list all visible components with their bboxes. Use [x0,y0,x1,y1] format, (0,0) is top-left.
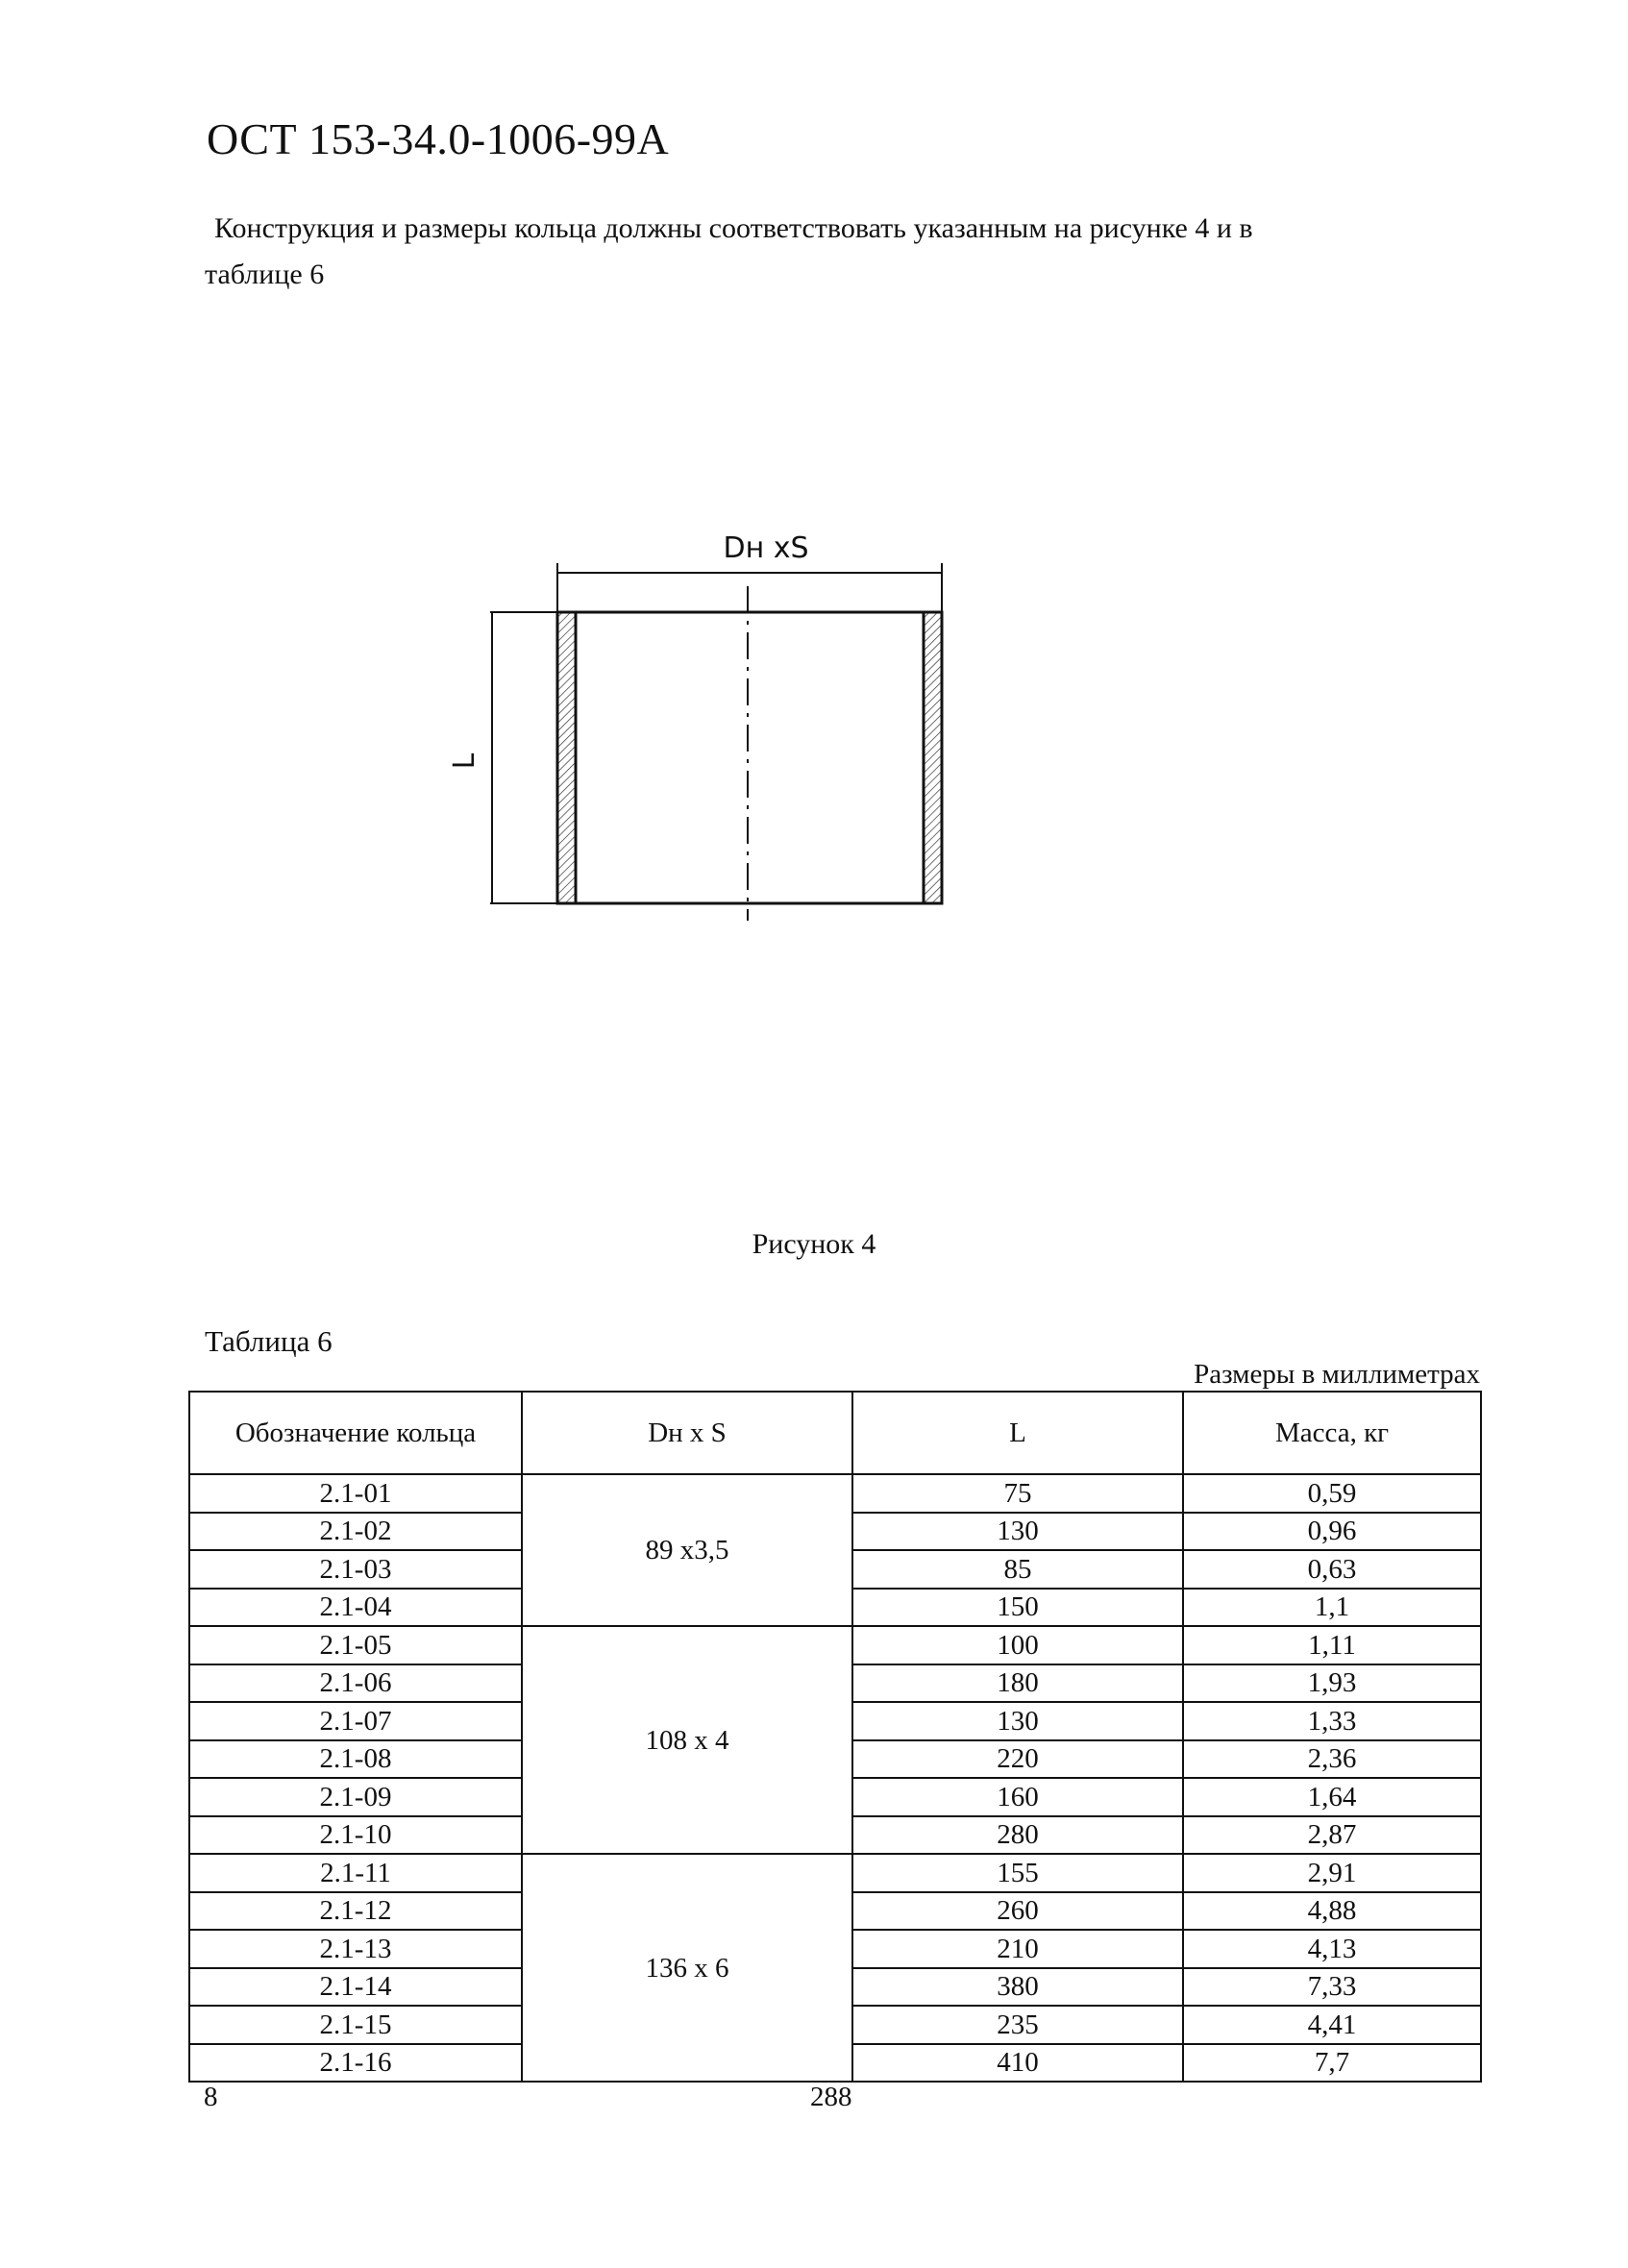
cell-mass: 7,7 [1183,2044,1481,2083]
cell-size: 136 x 6 [522,1854,852,2082]
cell-size: 89 x3,5 [522,1474,852,1626]
cell-id: 2.1-02 [189,1513,522,1551]
cell-id: 2.1-08 [189,1740,522,1779]
cell-id: 2.1-07 [189,1702,522,1740]
cell-length: 260 [852,1892,1183,1931]
cell-id: 2.1-10 [189,1816,522,1855]
cell-length: 155 [852,1854,1183,1892]
header-length: L [852,1392,1183,1474]
cell-id: 2.1-03 [189,1550,522,1589]
document-code: ОСТ 153-34.0-1006-99А [207,114,670,163]
cell-length: 380 [852,1968,1183,2007]
header-mass: Масса, кг [1183,1392,1481,1474]
ring-wall-right [924,612,942,903]
cell-length: 220 [852,1740,1183,1779]
intro-line-2: таблице 6 [205,259,325,290]
cell-length: 210 [852,1930,1183,1968]
cell-length: 280 [852,1816,1183,1855]
cell-mass: 1,1 [1183,1589,1481,1627]
cell-length: 130 [852,1513,1183,1551]
cell-mass: 7,33 [1183,1968,1481,2007]
ring-drawing [0,0,1628,961]
table-row [189,1626,1481,1664]
cell-length: 180 [852,1664,1183,1703]
table-row [189,1854,1481,1892]
page-number: 8 [204,2082,218,2112]
cell-mass: 1,33 [1183,1702,1481,1740]
cell-length: 85 [852,1550,1183,1589]
cell-length: 75 [852,1474,1183,1513]
cell-length: 150 [852,1589,1183,1627]
cell-mass: 1,64 [1183,1778,1481,1816]
cell-mass: 2,36 [1183,1740,1481,1779]
table-header-row [189,1392,1481,1474]
ring-outline [557,612,942,903]
cell-id: 2.1-14 [189,1968,522,2007]
figure-caption: Рисунок 4 [752,1228,876,1260]
cell-size: 108 x 4 [522,1626,852,1854]
header-designation: Обозначение кольца [189,1392,522,1474]
cell-length: 235 [852,2006,1183,2044]
dim-label-top: Dн xS [723,531,809,565]
table-row [189,1474,1481,1513]
cell-mass: 4,41 [1183,2006,1481,2044]
cell-length: 130 [852,1702,1183,1740]
cell-length: 100 [852,1626,1183,1664]
ring-wall-left [557,612,576,903]
cell-mass: 1,11 [1183,1626,1481,1664]
intro-line-1: Конструкция и размеры кольца должны соответствовать указанным на рисунке 4 и в [214,212,1253,244]
cell-mass: 0,63 [1183,1550,1481,1589]
cell-id: 2.1-04 [189,1589,522,1627]
header-size: Dн x S [522,1392,852,1474]
cell-mass: 4,88 [1183,1892,1481,1931]
cell-length: 160 [852,1778,1183,1816]
cell-mass: 2,87 [1183,1816,1481,1855]
cell-id: 2.1-11 [189,1854,522,1892]
rings-table [188,1391,1482,2083]
cell-mass: 0,96 [1183,1513,1481,1551]
cell-id: 2.1-15 [189,2006,522,2044]
dim-label-left: L [448,752,481,770]
cell-id: 2.1-01 [189,1474,522,1513]
table-units: Размеры в миллиметрах [1194,1359,1480,1390]
cell-id: 2.1-09 [189,1778,522,1816]
cell-id: 2.1-16 [189,2044,522,2083]
cell-id: 2.1-12 [189,1892,522,1931]
cell-mass: 0,59 [1183,1474,1481,1513]
sheet-number: 288 [810,2082,852,2112]
cell-mass: 2,91 [1183,1854,1481,1892]
cell-id: 2.1-05 [189,1626,522,1664]
cell-mass: 1,93 [1183,1664,1481,1703]
cell-mass: 4,13 [1183,1930,1481,1968]
cell-length: 410 [852,2044,1183,2083]
cell-id: 2.1-06 [189,1664,522,1703]
table-title: Таблица 6 [205,1324,333,1358]
cell-id: 2.1-13 [189,1930,522,1968]
